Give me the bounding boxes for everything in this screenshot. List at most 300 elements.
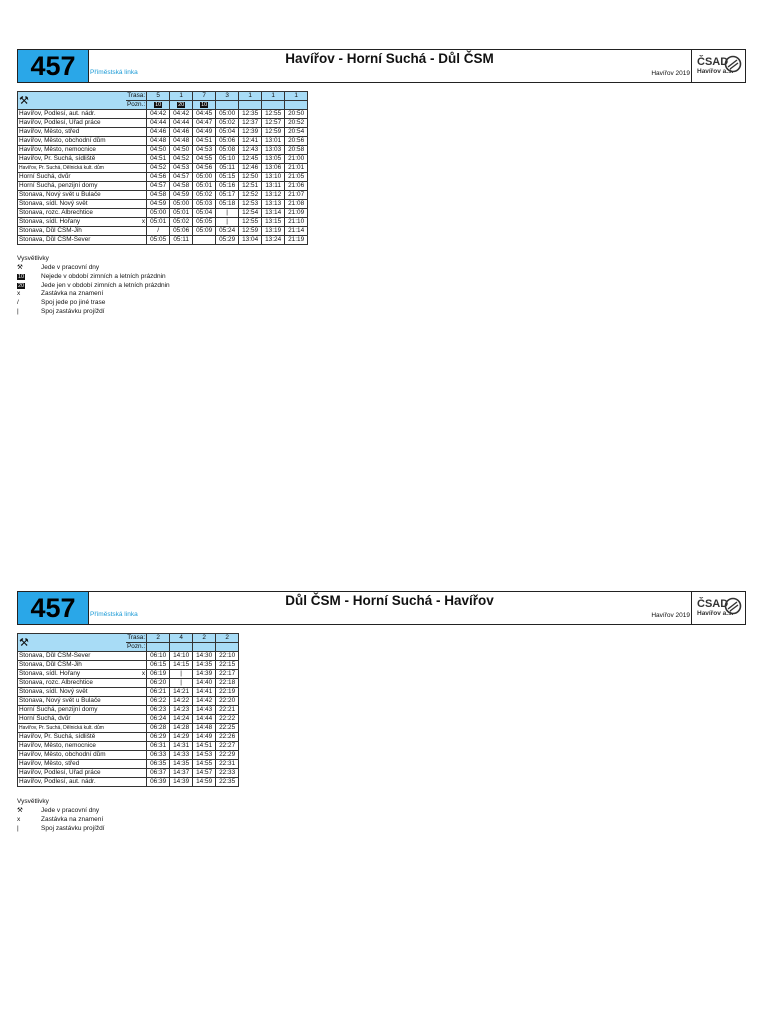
- departure-time: 05:16: [216, 182, 239, 191]
- departure-time: 04:42: [170, 110, 193, 119]
- route-title: Havířov - Horní Suchá - Důl ČSM: [285, 51, 494, 66]
- departure-time: 04:50: [170, 146, 193, 155]
- request-stop-flag: [126, 769, 147, 778]
- pozn-cell: [147, 101, 170, 110]
- departure-time: 21:10: [285, 218, 308, 227]
- departure-time: 12:43: [239, 146, 262, 155]
- legend-title: Vysvětlivky: [17, 798, 49, 805]
- stop-name: Stonava, sídl. Nový svět: [18, 200, 127, 209]
- line-type: Příměstská linka: [90, 611, 138, 618]
- departure-time: 04:57: [170, 173, 193, 182]
- pozn-cell: [193, 643, 216, 652]
- departure-time: 05:01: [170, 209, 193, 218]
- departure-time: |: [170, 679, 193, 688]
- departure-time: 22:31: [216, 760, 239, 769]
- departure-time: 12:37: [239, 119, 262, 128]
- departure-time: 14:57: [193, 769, 216, 778]
- route-title: Důl ČSM - Horní Suchá - Havířov: [285, 593, 494, 608]
- departure-time: 04:45: [193, 110, 216, 119]
- stop-name: Havířov, Podlesí, aut. nádr.: [18, 110, 127, 119]
- departure-time: 04:51: [193, 137, 216, 146]
- line-number: 457: [18, 592, 89, 624]
- legend-symbol: ⚒: [17, 807, 23, 814]
- departure-time: 12:45: [239, 155, 262, 164]
- note-badge: 10: [201, 102, 208, 108]
- table-row: [18, 164, 308, 173]
- trasa-value: 2: [216, 634, 239, 643]
- line-type: Příměstská linka: [90, 69, 138, 76]
- stop-name: Horní Suchá, dvůr: [18, 715, 127, 724]
- departure-time: 21:08: [285, 200, 308, 209]
- request-stop-flag: [126, 182, 147, 191]
- departure-time: 21:07: [285, 191, 308, 200]
- trasa-value: 5: [147, 92, 170, 101]
- request-stop-flag: [126, 778, 147, 787]
- trasa-row: [18, 634, 239, 643]
- departure-time: 14:40: [193, 679, 216, 688]
- timetable-inbound: [17, 591, 746, 832]
- trasa-value: 4: [170, 634, 193, 643]
- departure-time: 05:11: [216, 164, 239, 173]
- departure-time: 13:03: [262, 146, 285, 155]
- stop-name: Havířov, Město, střed: [18, 760, 127, 769]
- bus-wheel-icon: [724, 597, 742, 615]
- departure-time: 12:54: [239, 209, 262, 218]
- departure-time: 05:11: [170, 236, 193, 245]
- table-row: [18, 227, 308, 236]
- stop-name: Horní Suchá, penzijní domy: [18, 182, 127, 191]
- departure-time: 06:20: [147, 679, 170, 688]
- departure-time: 14:39: [170, 778, 193, 787]
- departure-time: 06:22: [147, 697, 170, 706]
- departure-time: 14:29: [170, 733, 193, 742]
- departure-time: 04:44: [147, 119, 170, 128]
- departure-time: 22:29: [216, 751, 239, 760]
- workdays-icon: ⚒: [18, 92, 127, 110]
- stop-name: Stonava, rozc. Albrechtice: [18, 209, 127, 218]
- table-row: [18, 236, 308, 245]
- legend-symbol: |: [17, 307, 19, 315]
- departure-time: 04:48: [147, 137, 170, 146]
- departure-time: 13:12: [262, 191, 285, 200]
- legend-text: Spoj zastávku projíždí: [41, 307, 105, 315]
- timetable-outbound: [17, 49, 746, 315]
- note-badge: 10: [155, 102, 162, 108]
- table-row: [18, 724, 239, 733]
- request-stop-flag: [126, 688, 147, 697]
- legend-item: [17, 290, 104, 299]
- departure-time: 13:11: [262, 182, 285, 191]
- pozn-cell: [262, 101, 285, 110]
- departure-time: 12:59: [262, 128, 285, 137]
- departure-time: 12:53: [239, 200, 262, 209]
- legend-symbol: x: [17, 290, 21, 298]
- departure-time: 05:15: [216, 173, 239, 182]
- departure-time: 05:06: [216, 137, 239, 146]
- logo-text: ČSAD: [697, 56, 729, 68]
- legend-text: Jede v pracovní dny: [41, 807, 100, 814]
- departure-time: 04:58: [170, 182, 193, 191]
- request-stop-flag: [126, 706, 147, 715]
- departure-time: 14:24: [170, 715, 193, 724]
- request-stop-flag: [126, 119, 147, 128]
- departure-time: 04:49: [193, 128, 216, 137]
- request-stop-flag: [126, 760, 147, 769]
- departure-time: 22:10: [216, 652, 239, 661]
- legend-item: [17, 272, 166, 282]
- request-stop-flag: [126, 128, 147, 137]
- departure-time: 21:14: [285, 227, 308, 236]
- legend-text: Spoj jede po jiné trase: [41, 299, 106, 307]
- table-row: [18, 146, 308, 155]
- departure-time: 05:05: [147, 236, 170, 245]
- table-row: [18, 760, 239, 769]
- legend-title: Vysvětlivky: [17, 255, 49, 262]
- request-stop-flag: [126, 173, 147, 182]
- departure-time: 05:02: [170, 218, 193, 227]
- departure-time: 04:58: [147, 191, 170, 200]
- request-stop-flag: [126, 209, 147, 218]
- stop-name: Havířov, Pr. Suchá, sídliště: [18, 733, 127, 742]
- departure-time: 06:37: [147, 769, 170, 778]
- request-stop-flag: [126, 751, 147, 760]
- pozn-cell: [285, 101, 308, 110]
- departure-time: 04:57: [147, 182, 170, 191]
- departure-time: 05:06: [170, 227, 193, 236]
- logo-subtext: Havířov a.s.: [697, 610, 734, 617]
- departure-time: 14:10: [170, 652, 193, 661]
- departure-time: 13:24: [262, 236, 285, 245]
- departure-time: 05:29: [216, 236, 239, 245]
- departure-time: 12:59: [239, 227, 262, 236]
- departure-time: 06:31: [147, 742, 170, 751]
- note-badge: 10: [18, 273, 25, 280]
- departure-time: 13:04: [239, 236, 262, 245]
- legend-symbol: x: [17, 815, 21, 823]
- departure-time: 20:50: [285, 110, 308, 119]
- trasa-value: 1: [239, 92, 262, 101]
- departure-time: 05:05: [193, 218, 216, 227]
- departure-time: 12:57: [262, 119, 285, 128]
- stop-name: Horní Suchá, dvůr: [18, 173, 127, 182]
- departure-time: 13:01: [262, 137, 285, 146]
- departure-time: 05:03: [193, 200, 216, 209]
- departure-time: 05:00: [193, 173, 216, 182]
- logo-subtext: Havířov a.s.: [697, 68, 734, 75]
- departure-time: 04:46: [170, 128, 193, 137]
- departure-time: /: [147, 227, 170, 236]
- departure-time: 06:19: [147, 670, 170, 679]
- departure-time: 14:15: [170, 661, 193, 670]
- logo-text: ČSAD: [697, 598, 729, 610]
- legend: [17, 798, 105, 833]
- line-number: 457: [18, 50, 89, 82]
- departure-time: 13:15: [262, 218, 285, 227]
- stop-name: Stonava, Důl ČSM-Jih: [18, 227, 127, 236]
- trasa-value: 3: [216, 92, 239, 101]
- departure-time: 14:43: [193, 706, 216, 715]
- departure-time: 06:10: [147, 652, 170, 661]
- table-row: [18, 697, 239, 706]
- departure-time: 04:50: [147, 146, 170, 155]
- departure-time: 04:46: [147, 128, 170, 137]
- departure-time: [193, 236, 216, 245]
- legend-item: [17, 281, 170, 291]
- legend-item: [17, 807, 100, 816]
- pozn-cell: [170, 101, 193, 110]
- city-year: Havířov 2019: [651, 70, 690, 77]
- table-row: [18, 110, 308, 119]
- departure-time: 05:04: [216, 128, 239, 137]
- departure-time: 14:39: [193, 670, 216, 679]
- table-row: [18, 155, 308, 164]
- table-row: [18, 778, 239, 787]
- trasa-value: 1: [262, 92, 285, 101]
- legend-item: [17, 307, 105, 317]
- departure-time: 06:29: [147, 733, 170, 742]
- departure-time: 05:00: [147, 209, 170, 218]
- trasa-value: 2: [147, 634, 170, 643]
- departure-time: 05:00: [170, 200, 193, 209]
- legend-symbol: /: [17, 299, 19, 307]
- request-stop-flag: [126, 679, 147, 688]
- legend-symbol: [17, 273, 31, 282]
- departure-time: 22:19: [216, 688, 239, 697]
- schedule-table: [17, 633, 239, 787]
- departure-time: 14:31: [170, 742, 193, 751]
- departure-time: 20:58: [285, 146, 308, 155]
- departure-time: 13:05: [262, 155, 285, 164]
- request-stop-flag: x: [126, 218, 147, 227]
- stop-name: Stonava, Důl ČSM-Jih: [18, 661, 127, 670]
- departure-time: 12:50: [239, 173, 262, 182]
- departure-time: 06:28: [147, 724, 170, 733]
- legend-text: Spoj zastávku projíždí: [41, 824, 105, 832]
- departure-time: 13:13: [262, 200, 285, 209]
- departure-time: 14:30: [193, 652, 216, 661]
- departure-time: 05:10: [216, 155, 239, 164]
- departure-time: 04:59: [170, 191, 193, 200]
- request-stop-flag: [126, 191, 147, 200]
- request-stop-flag: [126, 697, 147, 706]
- departure-time: 12:35: [239, 110, 262, 119]
- request-stop-flag: [126, 146, 147, 155]
- departure-time: 04:59: [147, 200, 170, 209]
- stop-name: Stonava, Důl ČSM-Sever: [18, 652, 127, 661]
- departure-time: 21:19: [285, 236, 308, 245]
- bus-wheel-icon: [724, 55, 742, 73]
- departure-time: 04:44: [170, 119, 193, 128]
- departure-time: 14:21: [170, 688, 193, 697]
- departure-time: 14:44: [193, 715, 216, 724]
- departure-time: 05:01: [147, 218, 170, 227]
- pozn-cell: [193, 101, 216, 110]
- city-year: Havířov 2019: [651, 612, 690, 619]
- legend-text: Zastávka na znamení: [41, 290, 104, 298]
- schedule-table: [17, 91, 308, 245]
- departure-time: 04:42: [147, 110, 170, 119]
- departure-time: 14:48: [193, 724, 216, 733]
- note-badge: 20: [18, 282, 25, 289]
- legend-text: Nejede v období zimních a letních prázdnin: [41, 272, 166, 280]
- departure-time: 21:00: [285, 155, 308, 164]
- table-row: [18, 182, 308, 191]
- departure-time: 05:09: [193, 227, 216, 236]
- departure-time: |: [170, 670, 193, 679]
- departure-time: 04:53: [170, 164, 193, 173]
- stop-name: Stonava, Důl ČSM-Sever: [18, 236, 127, 245]
- departure-time: |: [216, 218, 239, 227]
- departure-time: 12:51: [239, 182, 262, 191]
- trasa-value: 7: [193, 92, 216, 101]
- stop-name: Havířov, Město, nemocnice: [18, 742, 127, 751]
- legend: [17, 255, 170, 317]
- departure-time: 04:48: [170, 137, 193, 146]
- departure-time: 14:41: [193, 688, 216, 697]
- departure-time: 22:26: [216, 733, 239, 742]
- table-row: [18, 670, 239, 679]
- departure-time: 14:49: [193, 733, 216, 742]
- departure-time: 14:28: [170, 724, 193, 733]
- departure-time: 22:33: [216, 769, 239, 778]
- pozn-cell: [170, 643, 193, 652]
- legend-text: Jede v pracovní dny: [41, 264, 100, 271]
- departure-time: 06:23: [147, 706, 170, 715]
- departure-time: 05:02: [216, 119, 239, 128]
- departure-time: 04:51: [147, 155, 170, 164]
- stop-name: Havířov, Město, obchodní dům: [18, 137, 127, 146]
- departure-time: 14:33: [170, 751, 193, 760]
- trasa-value: 2: [193, 634, 216, 643]
- departure-time: 04:52: [147, 164, 170, 173]
- departure-time: 21:09: [285, 209, 308, 218]
- departure-time: 04:53: [193, 146, 216, 155]
- request-stop-flag: [126, 137, 147, 146]
- departure-time: 22:35: [216, 778, 239, 787]
- legend-item: [17, 815, 104, 825]
- departure-time: 06:24: [147, 715, 170, 724]
- workdays-icon: ⚒: [18, 634, 127, 652]
- departure-time: 20:52: [285, 119, 308, 128]
- stop-name: Havířov, Podlesí, Úřad práce: [18, 769, 127, 778]
- departure-time: 05:00: [216, 110, 239, 119]
- table-row: [18, 200, 308, 209]
- table-row: [18, 191, 308, 200]
- departure-time: 05:17: [216, 191, 239, 200]
- request-stop-flag: [126, 236, 147, 245]
- stop-name: Stonava, sídl. Hořany: [18, 670, 127, 679]
- departure-time: 14:23: [170, 706, 193, 715]
- departure-time: 05:04: [193, 209, 216, 218]
- request-stop-flag: [126, 200, 147, 209]
- table-row: [18, 715, 239, 724]
- stop-name: Havířov, Město, nemocnice: [18, 146, 127, 155]
- departure-time: 04:47: [193, 119, 216, 128]
- legend-symbol: [17, 282, 31, 291]
- table-row: [18, 706, 239, 715]
- table-row: [18, 769, 239, 778]
- request-stop-flag: [126, 661, 147, 670]
- table-row: [18, 209, 308, 218]
- timetable-header: [17, 49, 746, 83]
- request-stop-flag: [126, 742, 147, 751]
- pozn-label: Pozn.:: [127, 101, 146, 108]
- departure-time: 04:55: [193, 155, 216, 164]
- departure-time: 12:39: [239, 128, 262, 137]
- departure-time: 22:22: [216, 715, 239, 724]
- pozn-label: Pozn.:: [127, 643, 146, 650]
- request-stop-flag: x: [126, 670, 147, 679]
- request-stop-flag: [126, 110, 147, 119]
- departure-time: 22:18: [216, 679, 239, 688]
- departure-time: 04:52: [170, 155, 193, 164]
- trasa-label: Trasa:: [127, 634, 146, 641]
- departure-time: 05:08: [216, 146, 239, 155]
- table-row: [18, 173, 308, 182]
- table-row: [18, 733, 239, 742]
- departure-time: 22:27: [216, 742, 239, 751]
- departure-time: 05:18: [216, 200, 239, 209]
- stop-name: Havířov, Pr. Suchá, Dělnická kult. dům: [18, 164, 127, 173]
- departure-time: 13:06: [262, 164, 285, 173]
- departure-time: 12:46: [239, 164, 262, 173]
- stop-name: Stonava, Nový svět u Bulače: [18, 191, 127, 200]
- legend-text: Zastávka na znamení: [41, 815, 104, 823]
- departure-time: 13:10: [262, 173, 285, 182]
- table-row: [18, 218, 308, 227]
- table-row: [18, 679, 239, 688]
- departure-time: 21:01: [285, 164, 308, 173]
- departure-time: 12:41: [239, 137, 262, 146]
- table-row: [18, 688, 239, 697]
- table-row: [18, 128, 308, 137]
- departure-time: 13:19: [262, 227, 285, 236]
- legend-symbol: |: [17, 824, 19, 832]
- stop-name: Stonava, rozc. Albrechtice: [18, 679, 127, 688]
- pozn-cell: [147, 643, 170, 652]
- departure-time: 14:59: [193, 778, 216, 787]
- departure-time: 22:25: [216, 724, 239, 733]
- departure-time: 22:21: [216, 706, 239, 715]
- table-row: [18, 119, 308, 128]
- stop-name: Havířov, Pr. Suchá, Dělnická kult. dům: [18, 724, 127, 733]
- departure-time: 22:17: [216, 670, 239, 679]
- pozn-cell: [239, 101, 262, 110]
- departure-time: 12:52: [239, 191, 262, 200]
- departure-time: 20:56: [285, 137, 308, 146]
- departure-time: 06:21: [147, 688, 170, 697]
- departure-time: 06:39: [147, 778, 170, 787]
- legend-symbol: ⚒: [17, 264, 23, 271]
- table-row: [18, 742, 239, 751]
- request-stop-flag: [126, 227, 147, 236]
- departure-time: 06:33: [147, 751, 170, 760]
- departure-time: 21:05: [285, 173, 308, 182]
- departure-time: 05:02: [193, 191, 216, 200]
- departure-time: 14:22: [170, 697, 193, 706]
- departure-time: 12:55: [262, 110, 285, 119]
- departure-time: 14:37: [170, 769, 193, 778]
- legend-item: [17, 299, 106, 308]
- table-row: [18, 751, 239, 760]
- request-stop-flag: [126, 164, 147, 173]
- request-stop-flag: [126, 733, 147, 742]
- csad-logo: [691, 592, 745, 624]
- csad-logo: [691, 50, 745, 82]
- departure-time: 12:55: [239, 218, 262, 227]
- legend-item: [17, 824, 105, 834]
- table-row: [18, 652, 239, 661]
